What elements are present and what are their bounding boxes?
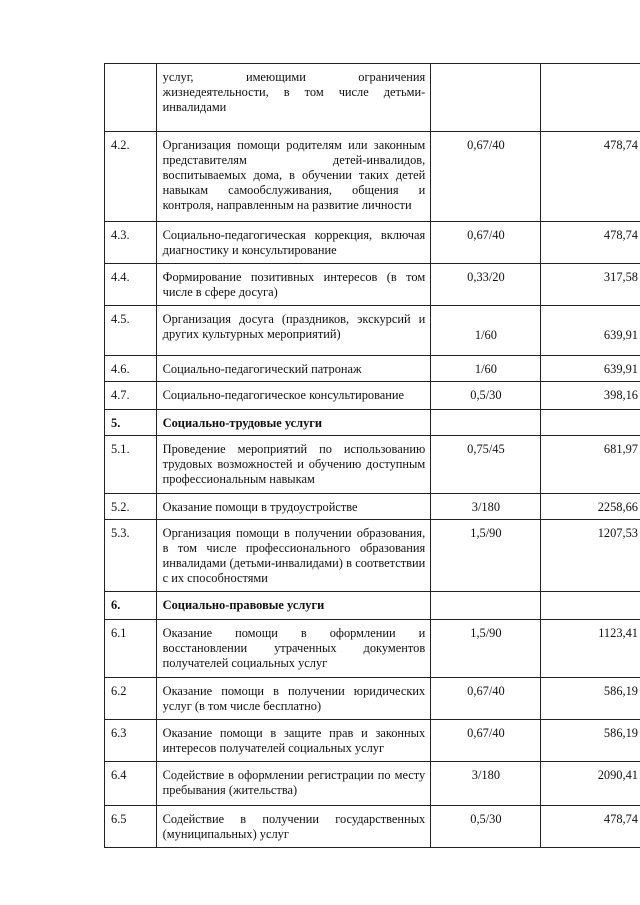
service-price: 1123,41 <box>540 620 640 678</box>
service-name: Организация помощи родителям или законным представителям детей-инвалидов, воспитываемых дома, в обучении таких детей навыкам самообслуживания, общения и контроля, направленным на развитие личности <box>156 132 431 222</box>
service-name: Организация досуга (праздников, экскурсий и других культурных мероприятий) <box>156 306 431 356</box>
row-number: 4.4. <box>105 264 157 306</box>
services-table-body <box>105 64 640 848</box>
service-price: 681,97 <box>540 436 640 494</box>
section-number: 5. <box>105 410 157 436</box>
table-row <box>105 762 640 806</box>
service-time: 3/180 <box>431 494 540 520</box>
service-time <box>431 410 540 436</box>
table-row <box>105 620 640 678</box>
section-number: 6. <box>105 592 157 620</box>
table-row <box>105 64 640 132</box>
service-name: Формирование позитивных интересов (в том числе в сфере досуга) <box>156 264 431 306</box>
service-time: 0,5/30 <box>431 806 540 848</box>
service-price: 639,91 <box>540 306 640 356</box>
services-table <box>104 63 640 848</box>
row-number: 4.6. <box>105 356 157 382</box>
service-time: 1,5/90 <box>431 620 540 678</box>
service-time: 3/180 <box>431 762 540 806</box>
service-price: 586,19 <box>540 720 640 762</box>
service-price: 1207,53 <box>540 520 640 592</box>
row-number: 5.2. <box>105 494 157 520</box>
service-time: 1/60 <box>431 306 540 356</box>
service-time: 0,67/40 <box>431 720 540 762</box>
service-name: Содействие в оформлении регистрации по месту пребывания (жительства) <box>156 762 431 806</box>
service-time: 1,5/90 <box>431 520 540 592</box>
row-number <box>105 64 157 132</box>
service-price: 398,16 <box>540 382 640 410</box>
service-price: 2090,41 <box>540 762 640 806</box>
service-time: 0,67/40 <box>431 222 540 264</box>
service-time: 0,75/45 <box>431 436 540 494</box>
service-time: 0,33/20 <box>431 264 540 306</box>
table-row <box>105 494 640 520</box>
service-time: 1/60 <box>431 356 540 382</box>
table-row <box>105 132 640 222</box>
service-name: Социально-педагогическое консультирование <box>156 382 431 410</box>
section-header-row <box>105 410 640 436</box>
service-price: 586,19 <box>540 678 640 720</box>
service-time <box>431 592 540 620</box>
table-row <box>105 306 640 356</box>
row-number: 4.3. <box>105 222 157 264</box>
row-number: 4.7. <box>105 382 157 410</box>
service-name: Оказание помощи в оформлении и восстановлении утраченных документов получателей социальных услуг <box>156 620 431 678</box>
section-title: Социально-трудовые услуги <box>156 410 431 436</box>
table-row <box>105 806 640 848</box>
service-price: 2258,66 <box>540 494 640 520</box>
service-price: 478,74 <box>540 132 640 222</box>
row-number: 6.4 <box>105 762 157 806</box>
table-row <box>105 436 640 494</box>
service-time: 0,5/30 <box>431 382 540 410</box>
service-name: Организация помощи в получении образования, в том числе профессионального образования инвалидами (детьми-инвалидами) в соответствии с их способностями <box>156 520 431 592</box>
row-number: 5.1. <box>105 436 157 494</box>
row-number: 6.5 <box>105 806 157 848</box>
table-row <box>105 520 640 592</box>
service-name: Социально-педагогическая коррекция, включая диагностику и консультирование <box>156 222 431 264</box>
table-row <box>105 382 640 410</box>
service-price: 478,74 <box>540 222 640 264</box>
service-price <box>540 64 640 132</box>
row-number: 4.5. <box>105 306 157 356</box>
table-row <box>105 720 640 762</box>
row-number: 4.2. <box>105 132 157 222</box>
row-number: 6.2 <box>105 678 157 720</box>
service-price <box>540 592 640 620</box>
service-time <box>431 64 540 132</box>
service-time: 0,67/40 <box>431 132 540 222</box>
service-name: Социально-педагогический патронаж <box>156 356 431 382</box>
service-price: 478,74 <box>540 806 640 848</box>
service-name: Проведение мероприятий по использованию трудовых возможностей и обучению доступным профессиональным навыкам <box>156 436 431 494</box>
table-row <box>105 264 640 306</box>
service-price: 317,58 <box>540 264 640 306</box>
table-row <box>105 678 640 720</box>
service-name: Оказание помощи в трудоустройстве <box>156 494 431 520</box>
service-name: Оказание помощи в получении юридических услуг (в том числе бесплатно) <box>156 678 431 720</box>
service-price <box>540 410 640 436</box>
service-name: Содействие в получении государственных (муниципальных) услуг <box>156 806 431 848</box>
table-row <box>105 222 640 264</box>
row-number: 6.1 <box>105 620 157 678</box>
row-number: 5.3. <box>105 520 157 592</box>
service-time: 0,67/40 <box>431 678 540 720</box>
service-name: услуг, имеющими ограничения жизнедеятельности, в том числе детьми-инвалидами <box>156 64 431 132</box>
service-name: Оказание помощи в защите прав и законных интересов получателей социальных услуг <box>156 720 431 762</box>
section-title: Социально-правовые услуги <box>156 592 431 620</box>
section-header-row <box>105 592 640 620</box>
service-price: 639,91 <box>540 356 640 382</box>
table-row <box>105 356 640 382</box>
row-number: 6.3 <box>105 720 157 762</box>
